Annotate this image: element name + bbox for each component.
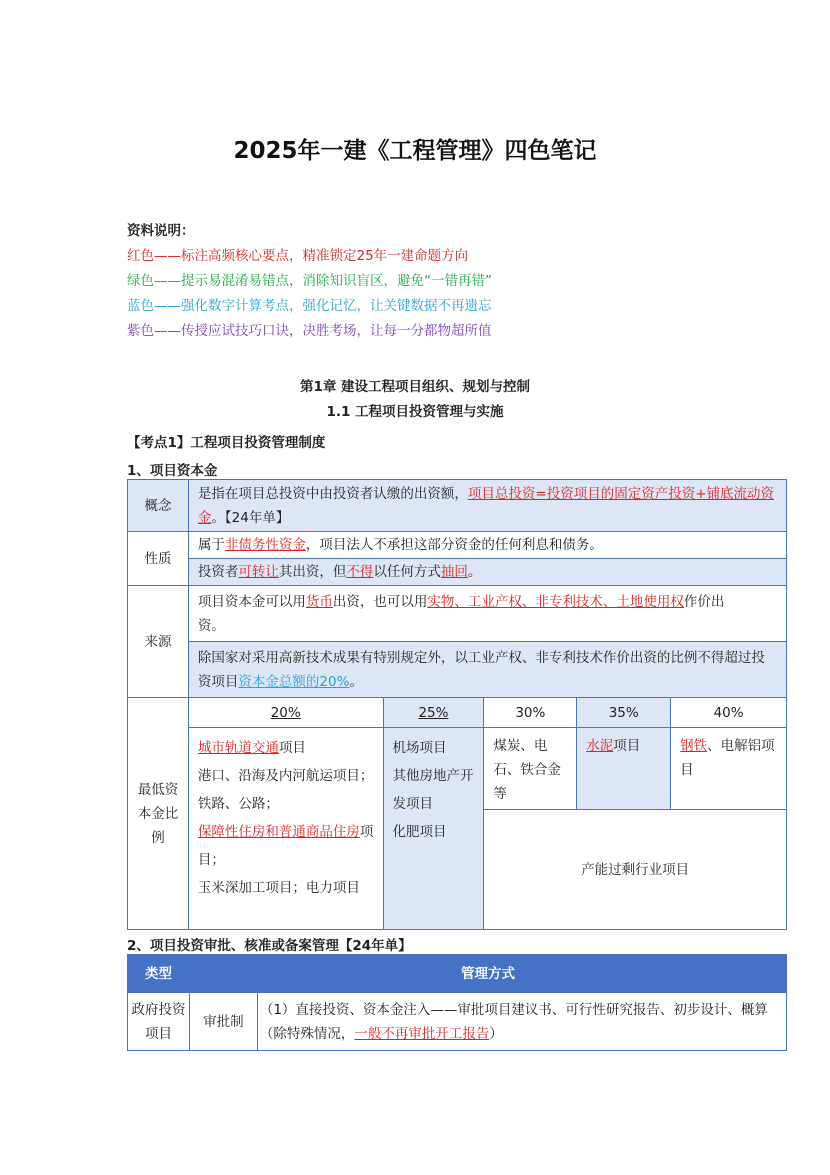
col-type: 类型 [128, 955, 190, 993]
pct-40: 40% [671, 698, 787, 728]
capital-table [127, 479, 787, 930]
concept-cell: 是指在项目总投资中由投资者认缴的出资额，项目总投资=投资项目的固定资产投资+铺底流动资金。【24年单】 [188, 480, 786, 532]
row-method: （1）直接投资、资本金注入——审批项目建议书、可行性研究报告、初步设计、概算（除特殊情况，一般不再审批开工报告） [257, 993, 786, 1051]
note-blue: 蓝色——强化数字计算考点，强化记忆，让关键数据不再遗忘 [127, 298, 492, 314]
concept-formula: 项目总投资=投资项目的固定资产投资+铺底流动资金 [197, 485, 775, 526]
source-label: 来源 [128, 586, 189, 698]
pct-30: 30% [484, 698, 577, 728]
source-row-1: 项目资本金可以用货币出资，也可以用实物、工业产权、非专利技术、土地使用权作价出资。 [188, 586, 786, 642]
row-system: 审批制 [189, 993, 257, 1051]
notes-heading: 资料说明： [127, 223, 195, 239]
note-red: 红色——标注高频核心要点，精准锁定25年一建命题方向 [127, 248, 469, 264]
nature-label: 性质 [128, 532, 189, 586]
pct-35: 35% [577, 698, 671, 728]
nature-row-2: 投资者可转让其出资，但不得以任何方式抽回。 [188, 559, 786, 586]
subheading-approval: 2、项目投资审批、核准或备案管理【24年单】 [127, 938, 412, 954]
ratio-20-projects: 城市轨道交通项目 港口、沿海及内河航运项目； 铁路、公路； 保障性住房和普通商品住房项目； 玉米深加工项目；电力项目 [188, 728, 383, 930]
pct-20: 20% [188, 698, 383, 728]
subheading-capital: 1、项目资本金 [127, 463, 218, 479]
approval-table [127, 954, 787, 1051]
ratio-30-projects: 煤炭、电石、铁合金等 [484, 728, 577, 810]
section-heading: 1.1 工程项目投资管理与实施 [326, 404, 504, 420]
source-row-2: 除国家对采用高新技术成果有特别规定外，以工业产权、非专利技术作价出资的比例不得超过投资项目资本金总额的20%。 [188, 642, 786, 698]
ratio-40-projects: 钢铁、电解铝项目 [671, 728, 787, 810]
kaodian-heading: 【考点1】工程项目投资管理制度 [127, 435, 326, 451]
ratio-35-projects: 水泥项目 [577, 728, 671, 810]
row-type: 政府投资项目 [128, 993, 190, 1051]
min-ratio-label: 最低资本金比例 [128, 698, 189, 930]
note-purple: 紫色——传授应试技巧口诀，决胜考场，让每一分都物超所值 [127, 323, 492, 339]
pct-25: 25% [383, 698, 484, 728]
page-title: 2025年一建《工程管理》四色笔记 [233, 138, 597, 164]
col-method: 管理方式 [189, 955, 786, 993]
chapter-heading: 第1章 建设工程项目组织、规划与控制 [299, 379, 531, 395]
ratio-25-projects: 机场项目 其他房地产开发项目 化肥项目 [383, 728, 484, 930]
note-green: 绿色——提示易混淆易错点，消除知识盲区，避免“一错再错” [127, 273, 492, 289]
overcapacity-projects: 产能过剩行业项目 [484, 810, 787, 930]
nature-row-1: 属于非债务性资金，项目法人不承担这部分资金的任何利息和债务。 [188, 532, 786, 559]
concept-label: 概念 [128, 480, 189, 532]
